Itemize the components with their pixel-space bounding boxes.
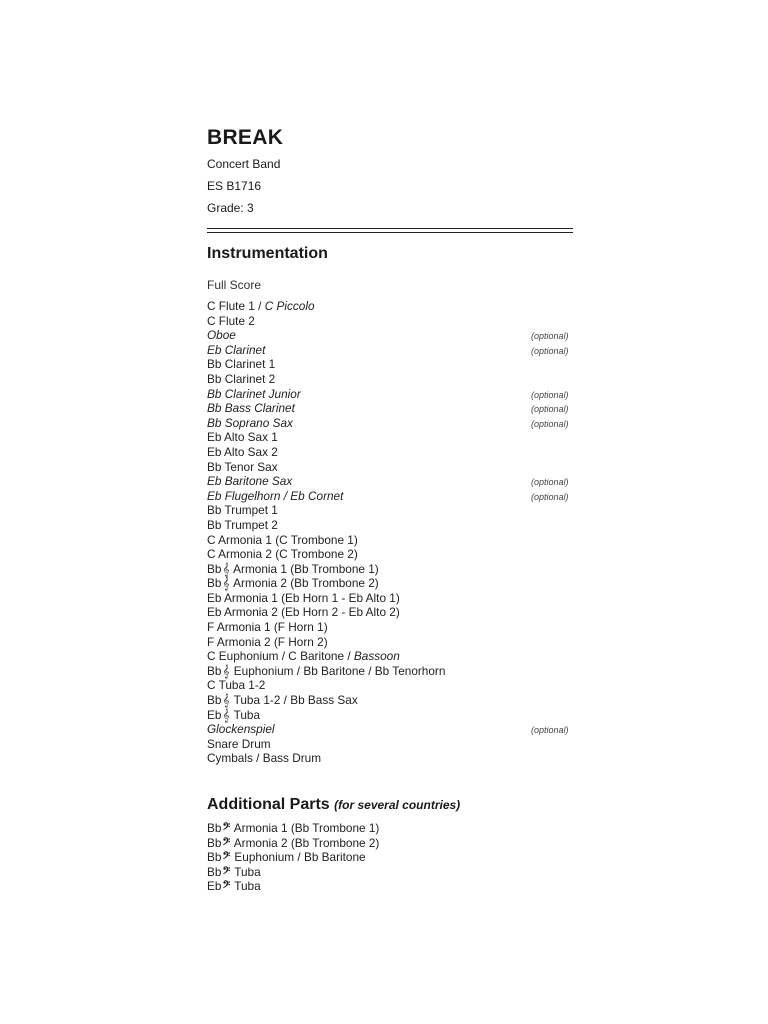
instrument-item <box>207 533 573 548</box>
optional-tag: (optional) <box>531 345 569 356</box>
treble-clef-icon: 𝄞 <box>222 561 230 576</box>
catalog-code: ES B1716 <box>207 179 262 193</box>
optional-tag: (optional) <box>531 404 569 415</box>
instrument-item <box>207 460 573 475</box>
instrument-name-italic: Eb Flugelhorn / Eb Cornet <box>207 488 344 503</box>
instrument-name: Bb Tenor Sax <box>207 459 278 474</box>
instrument-item <box>207 562 573 577</box>
instrument-name: Tuba <box>230 707 261 722</box>
instrument-item <box>207 343 573 358</box>
divider <box>207 228 573 229</box>
instrument-name-italic: Bb Clarinet Junior <box>207 386 301 401</box>
treble-clef-icon: 𝄞 <box>222 663 230 678</box>
optional-tag: (optional) <box>531 477 569 488</box>
instrument-name: Eb Armonia 2 (Eb Horn 2 - Eb Alto 2) <box>207 605 400 620</box>
instrument-name: Bb Trumpet 1 <box>207 503 278 518</box>
optional-tag: (optional) <box>531 418 569 429</box>
instrument-item <box>207 314 573 329</box>
instrument-item <box>207 445 573 460</box>
instrument-name: F Armonia 2 (F Horn 2) <box>207 634 328 649</box>
instrument-name-italic: Oboe <box>207 328 236 343</box>
instrument-item <box>207 328 573 343</box>
bass-clef-icon: 𝄢 <box>222 821 231 835</box>
bass-clef-icon: 𝄢 <box>222 850 231 865</box>
ensemble-label: Concert Band <box>207 157 281 171</box>
additional-parts-list <box>207 821 573 894</box>
instrument-name: C Armonia 2 (C Trombone 2) <box>207 547 358 562</box>
instrument-item <box>207 430 573 445</box>
instrument-item <box>207 299 573 314</box>
instrument-name-italic: Bb Soprano Sax <box>207 415 293 430</box>
instrument-item <box>207 416 573 431</box>
instrument-item <box>207 547 573 562</box>
instrument-item <box>207 387 573 402</box>
optional-tag: (optional) <box>531 491 569 502</box>
instrument-item <box>207 836 573 851</box>
instrument-name: Eb <box>207 879 222 894</box>
instrument-name-italic: Eb Clarinet <box>207 342 266 357</box>
instrument-name: Bb <box>207 850 222 865</box>
instrument-item <box>207 751 573 766</box>
instrument-item <box>207 518 573 533</box>
optional-tag: (optional) <box>531 725 569 736</box>
instrument-item <box>207 865 573 880</box>
instrument-item <box>207 635 573 650</box>
divider <box>207 232 573 233</box>
instrument-name: Euphonium / Bb Baritone / Bb Tenorhorn <box>230 663 446 678</box>
instrument-item <box>207 649 573 664</box>
instrument-item <box>207 591 573 606</box>
instrument-name: Armonia 1 (Bb Trombone 1) <box>231 821 380 835</box>
instrument-item <box>207 737 573 752</box>
instrument-name-italic: Bb Bass Clarinet <box>207 401 295 416</box>
bass-clef-icon: 𝄢 <box>222 835 231 850</box>
instrument-list <box>207 299 573 766</box>
instrument-name: Bb <box>207 835 222 850</box>
instrument-name: Tuba <box>231 879 261 894</box>
instrument-name: C Armonia 1 (C Trombone 1) <box>207 532 358 547</box>
instrument-name: C Flute 1 / <box>207 299 265 313</box>
instrument-name: Bb <box>207 864 222 879</box>
instrumentation-heading: Instrumentation <box>207 245 328 262</box>
grade-label: Grade: 3 <box>207 201 254 215</box>
instrument-item <box>207 489 573 504</box>
instrument-name: Eb Alto Sax 1 <box>207 430 278 445</box>
instrument-name: Eb Alto Sax 2 <box>207 444 278 459</box>
instrument-item <box>207 605 573 620</box>
additional-parts-subtitle: (for several countries) <box>334 798 461 812</box>
instrument-item <box>207 576 573 591</box>
instrument-name: C Tuba 1-2 <box>207 678 266 693</box>
instrument-item <box>207 678 573 693</box>
treble-clef-icon: 𝄞 <box>222 576 230 591</box>
instrument-item <box>207 620 573 635</box>
additional-parts-heading <box>207 796 460 814</box>
instrument-name: C Flute 2 <box>207 313 255 328</box>
instrument-item <box>207 722 573 737</box>
bass-clef-icon: 𝄢 <box>222 879 231 894</box>
instrument-name: Eb <box>207 707 222 722</box>
instrument-item <box>207 503 573 518</box>
bass-clef-icon: 𝄢 <box>222 864 231 879</box>
instrument-name-italic: Glockenspiel <box>207 722 275 737</box>
treble-clef-icon: 𝄞 <box>222 707 230 722</box>
instrument-name: Bb Clarinet 2 <box>207 371 276 386</box>
instrument-name: Bb <box>207 576 222 591</box>
full-score-label: Full Score <box>207 278 262 292</box>
instrument-item <box>207 372 573 387</box>
instrument-name: Bb <box>207 561 222 576</box>
instrument-name: Eb Armonia 1 (Eb Horn 1 - Eb Alto 1) <box>207 590 400 605</box>
instrument-name: F Armonia 1 (F Horn 1) <box>207 620 328 635</box>
instrument-name: C Euphonium / C Baritone / <box>207 649 354 664</box>
instrument-item <box>207 850 573 865</box>
optional-tag: (optional) <box>531 331 569 342</box>
instrument-item <box>207 357 573 372</box>
instrument-name-italic: C Piccolo <box>264 299 315 313</box>
instrument-item <box>207 821 573 836</box>
instrument-name-italic: Bassoon <box>353 649 400 664</box>
instrument-name: Tuba 1-2 / Bb Bass Sax <box>230 693 358 708</box>
instrument-name: Euphonium / Bb Baritone <box>231 850 366 865</box>
instrument-name: Bb Clarinet 1 <box>207 357 276 372</box>
instrument-name: Bb <box>207 663 222 678</box>
instrument-item <box>207 879 573 894</box>
instrument-name: Armonia 1 (Bb Trombone 1) <box>230 561 379 576</box>
instrument-name: Armonia 2 (Bb Trombone 2) <box>231 835 380 850</box>
instrument-name: Bb Trumpet 2 <box>207 517 278 532</box>
instrument-item <box>207 401 573 416</box>
instrument-item <box>207 664 573 679</box>
optional-tag: (optional) <box>531 389 569 400</box>
instrument-name: Bb <box>207 821 222 835</box>
instrument-name: Cymbals / Bass Drum <box>207 751 322 766</box>
instrument-name: Tuba <box>231 864 261 879</box>
additional-parts-title: Additional Parts <box>207 796 330 813</box>
instrument-name: Armonia 2 (Bb Trombone 2) <box>230 576 379 591</box>
instrument-item <box>207 708 573 723</box>
instrument-name: Bb <box>207 693 222 708</box>
instrument-name-italic: Eb Baritone Sax <box>207 474 293 489</box>
instrument-name: Snare Drum <box>207 736 271 751</box>
instrument-item <box>207 693 573 708</box>
instrument-item <box>207 474 573 489</box>
treble-clef-icon: 𝄞 <box>222 693 230 708</box>
piece-title: BREAK <box>207 126 284 149</box>
